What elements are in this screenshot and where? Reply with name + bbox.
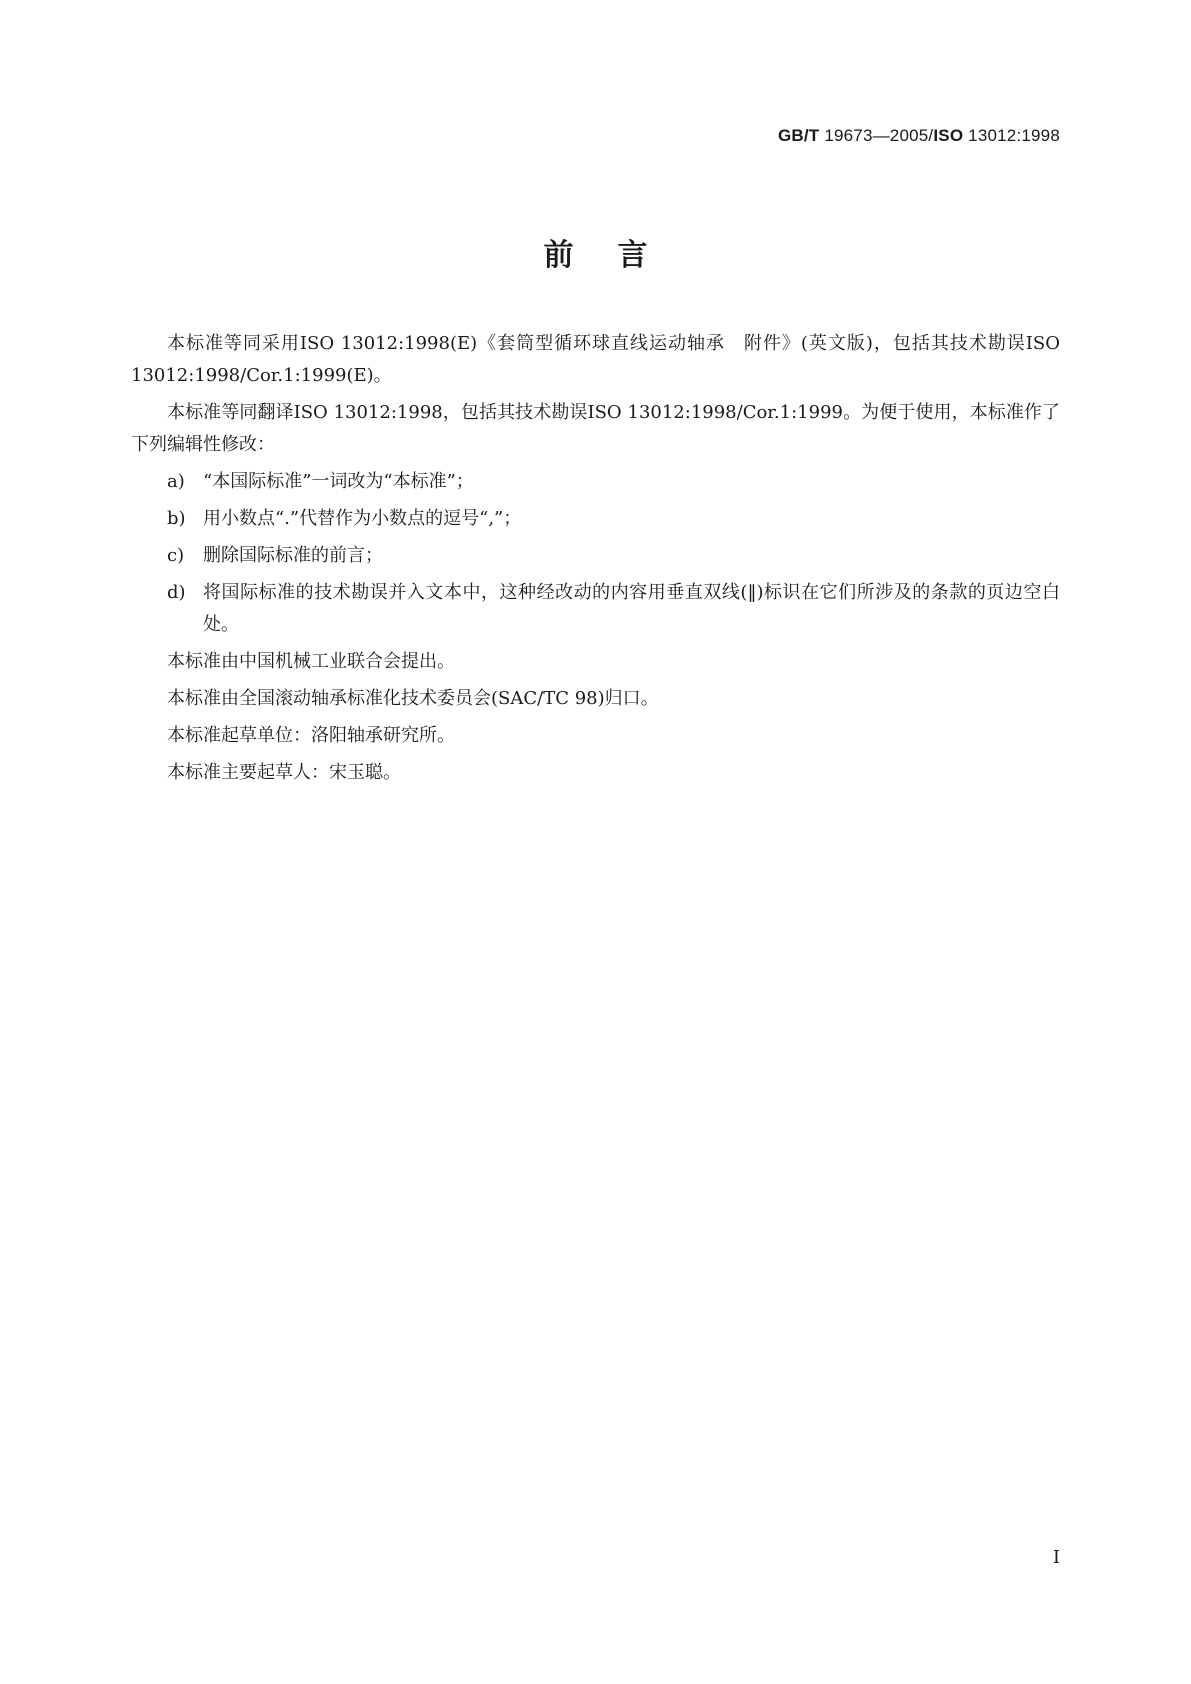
list-item xyxy=(131,577,1060,641)
list-text: 用小数点“.”代替作为小数点的逗号“,”； xyxy=(203,508,522,529)
list-marker: b) xyxy=(167,508,186,529)
list-item xyxy=(131,540,1060,572)
list-item xyxy=(131,503,1060,535)
standard-code: 19673—2005/ xyxy=(819,126,934,145)
list-marker: a) xyxy=(167,471,185,492)
iso-code: 13012:1998 xyxy=(963,126,1060,145)
list-text: “本国际标准”一词改为“本标准”； xyxy=(203,471,474,492)
foreword-body xyxy=(131,328,1060,794)
list-item xyxy=(131,466,1060,498)
paragraph: 本标准等同采用ISO 13012:1998(E)《套筒型循环球直线运动轴承 附件》(英文版)，包括其技术勘误ISO 13012:1998/Cor.1:1999(E)。 xyxy=(131,333,1060,386)
paragraph: 本标准由全国滚动轴承标准化技术委员会(SAC/TC 98)归口。 xyxy=(167,688,659,709)
list-marker: d) xyxy=(167,582,186,603)
page-title: 前言 xyxy=(543,238,692,273)
list-text: 删除国际标准的前言； xyxy=(203,545,383,566)
standard-prefix: GB/T xyxy=(777,126,820,145)
paragraph: 本标准由中国机械工业联合会提出。 xyxy=(167,651,455,672)
paragraph: 本标准等同翻译ISO 13012:1998，包括其技术勘误ISO 13012:1998/Cor.1:1999。为便于使用，本标准作了下列编辑性修改： xyxy=(131,402,1060,455)
paragraph: 本标准主要起草人：宋玉聪。 xyxy=(167,762,401,783)
page-number: I xyxy=(1052,1547,1060,1568)
list-text: 将国际标准的技术勘误并入文本中，这种经改动的内容用垂直双线(‖)标识在它们所涉及的条款的页边空白处。 xyxy=(203,582,1060,635)
iso-prefix: ISO xyxy=(933,126,964,145)
list-marker: c) xyxy=(167,545,185,566)
paragraph: 本标准起草单位：洛阳轴承研究所。 xyxy=(167,725,455,746)
standard-number xyxy=(778,126,1060,146)
